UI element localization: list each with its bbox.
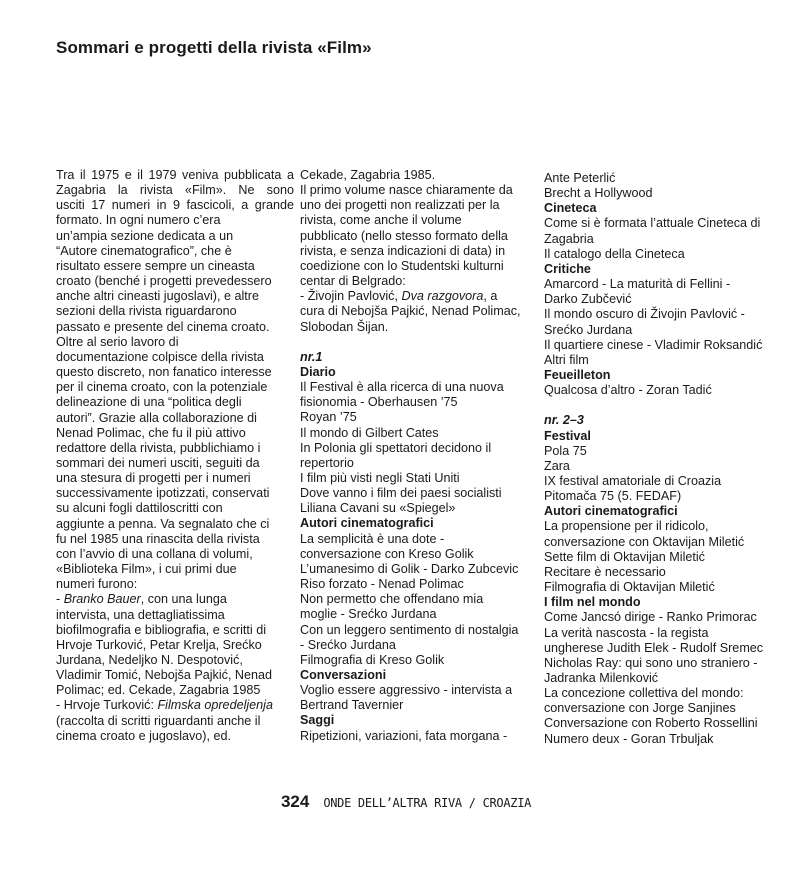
text-segment: Ante Peterlić	[544, 171, 616, 185]
text-line	[300, 213, 538, 228]
text-line	[56, 380, 294, 395]
text-line	[300, 547, 538, 562]
text-line	[56, 304, 294, 319]
text-line	[544, 671, 782, 686]
issue-number	[300, 350, 538, 365]
running-head: ONDE DELL’ALTRA RIVA / CROAZIA	[323, 796, 532, 810]
text-segment: Come Jancsó dirige - Ranko Primorac	[544, 610, 757, 625]
section-heading	[544, 504, 782, 519]
issue-number	[544, 413, 782, 428]
text-segment: I film più visti negli Stati Uniti	[300, 470, 460, 485]
text-segment: Conversazione con Roberto Rossellini	[544, 716, 758, 731]
text-segment: Hrvoje Turković, Petar Krelja, Srećko	[56, 637, 262, 652]
section-heading	[300, 668, 538, 683]
text-segment: Autori cinematografici	[300, 516, 434, 531]
text-line	[300, 198, 538, 213]
section-heading	[544, 201, 782, 216]
text-line	[56, 198, 294, 213]
text-line	[300, 320, 538, 335]
text-line	[544, 641, 782, 656]
text-line	[544, 247, 782, 262]
text-segment: autori”. Grazie alla collaborazione di	[56, 410, 257, 425]
text-segment: delineazione di una “politica degli	[56, 395, 242, 410]
text-segment: pubblicato (nello stesso formato della	[300, 228, 508, 243]
text-segment: coedizione con lo Studentski kulturni	[300, 258, 504, 273]
text-segment: cinema croato e jugoslavo), ed.	[56, 728, 232, 743]
text-segment: La propensione per il ridicolo,	[544, 519, 709, 534]
text-segment: Il primo volume nasce chiaramente da	[300, 183, 513, 198]
section-heading	[300, 713, 538, 728]
text-segment: formato. In ogni numero c’era	[56, 213, 221, 228]
text-line	[300, 426, 538, 441]
text-segment: Brecht a Hollywood	[544, 186, 653, 201]
text-line	[56, 562, 294, 577]
text-segment: La verità nascosta - la regista	[544, 625, 709, 640]
text-segment: Filmografia di Oktavijan Miletić	[544, 580, 715, 595]
text-line	[56, 350, 294, 365]
text-line	[56, 638, 294, 653]
text-segment: fu nel 1985 una rinascita della rivista	[56, 531, 260, 546]
text-line	[544, 626, 782, 641]
text-line	[300, 592, 538, 607]
text-line	[300, 623, 538, 638]
text-segment: Darko Zubčević	[544, 292, 632, 307]
text-segment: , con una lunga	[140, 592, 227, 607]
text-line	[300, 532, 538, 547]
section-heading	[544, 368, 782, 383]
text-segment: (raccolta di scritti riguardanti anche il	[56, 713, 261, 728]
text-line	[544, 459, 782, 474]
text-line	[56, 471, 294, 486]
text-segment: Slobodan Šijan.	[300, 319, 389, 334]
text-line	[300, 456, 538, 471]
text-segment: Critiche	[544, 261, 591, 276]
text-segment: Diario	[300, 364, 336, 379]
text-segment: ungherese Judith Elek - Rudolf Sremec	[544, 640, 764, 655]
text-segment: Bertrand Tavernier	[300, 698, 404, 713]
page-title: Sommari e progetti della rivista «Film»	[56, 38, 372, 57]
text-segment: Ripetizioni, variazioni, fata morgana -	[300, 728, 508, 743]
text-line	[56, 683, 294, 698]
text-line	[300, 471, 538, 486]
text-line	[56, 608, 294, 623]
text-line	[300, 244, 538, 259]
text-line	[300, 441, 538, 456]
text-segment: nr.1	[300, 349, 323, 364]
text-line	[56, 653, 294, 668]
text-segment: - Srećko Jurdana	[300, 637, 396, 652]
text-line	[56, 320, 294, 335]
text-line	[300, 729, 538, 744]
text-line	[56, 335, 294, 350]
text-segment: nr. 2–3	[544, 413, 584, 428]
text-line	[56, 426, 294, 441]
text-segment: Dove vanno i film dei paesi socialisti	[300, 486, 502, 501]
text-segment: questo discreto, non fanatico interesse	[56, 365, 272, 380]
text-segment: con l’avvio di una collana di volumi,	[56, 546, 253, 561]
italic-title: Filmska opredeljenja	[157, 698, 273, 713]
text-line	[544, 535, 782, 550]
text-segment: Srećko Jurdana	[544, 322, 633, 337]
text-segment: Non permetto che offendano mia	[300, 592, 484, 607]
text-segment: Il mondo oscuro di Živojin Pavlović -	[544, 307, 745, 322]
text-segment: Come si è formata l’attuale Cineteca di	[544, 216, 761, 231]
text-segment: -	[56, 592, 64, 607]
text-column-issue-2-3	[544, 171, 782, 747]
text-segment: Numero deux - Goran Trbuljak	[544, 731, 714, 746]
text-segment: Con un leggero sentimento di nostalgia	[300, 622, 519, 637]
text-line	[300, 183, 538, 198]
text-segment: croato (benché i progetti prevedessero	[56, 274, 272, 289]
text-line	[56, 456, 294, 471]
text-segment: Altri film	[544, 352, 589, 367]
text-segment: Il mondo di Gilbert Cates	[300, 425, 439, 440]
text-line	[300, 274, 538, 289]
text-segment: La semplicità è una dote -	[300, 531, 445, 546]
text-line	[544, 732, 782, 747]
page-number: 324	[280, 792, 310, 811]
text-segment: risultato essere sempre un cineasta	[56, 258, 255, 273]
text-segment: Autori cinematografici	[544, 504, 678, 519]
text-line	[300, 638, 538, 653]
text-line	[544, 216, 782, 231]
text-segment: cura di Nebojša Pajkić, Nenad Polimac,	[300, 304, 521, 319]
text-segment: Pitomača 75 (5. FEDAF)	[544, 489, 682, 504]
text-line	[56, 623, 294, 638]
text-segment: passato e presente del cinema croato.	[56, 319, 270, 334]
text-line	[544, 186, 782, 201]
text-segment: sezioni della rivista riguardarono	[56, 304, 237, 319]
text-segment: Vladimir Tomić, Nebojša Pajkić, Nenad	[56, 668, 273, 683]
text-segment: documentazione colpisce della rivista	[56, 349, 264, 364]
text-segment: su alcuni fogli dattiloscritti con	[56, 501, 223, 516]
text-segment: Conversazioni	[300, 668, 387, 682]
text-line	[300, 577, 538, 592]
text-line	[56, 592, 294, 607]
text-line	[544, 292, 782, 307]
text-line	[56, 395, 294, 410]
text-line	[56, 501, 294, 516]
section-heading	[544, 429, 782, 444]
text-segment: “Autore cinematografico”, che è	[56, 243, 232, 258]
text-line	[544, 277, 782, 292]
text-column-issue-1	[300, 168, 538, 744]
text-segment: Sette film di Oktavijan Miletić	[544, 549, 705, 564]
text-segment: Jadranka Milenković	[544, 671, 659, 685]
italic-title: Branko Bauer	[63, 592, 141, 607]
text-segment: un’ampia sezione dedicata a un	[56, 228, 234, 243]
text-line	[544, 474, 782, 489]
text-segment: una stesura di progetti per i numeri	[56, 471, 251, 486]
text-segment: Amarcord - La maturità di Fellini -	[544, 277, 731, 292]
text-line	[56, 441, 294, 456]
text-line	[300, 289, 538, 304]
text-line	[544, 171, 782, 186]
text-segment: biofilmografia e bibliografia, e scritti di	[56, 622, 266, 637]
text-segment: Zara	[544, 458, 570, 473]
text-line	[544, 383, 782, 398]
text-segment: «Biblioteka Film», i cui primi due	[56, 562, 237, 577]
text-line	[56, 668, 294, 683]
text-segment: Jurdana, Nedeljko N. Despotović,	[56, 653, 243, 667]
text-line	[544, 610, 782, 625]
text-line	[56, 411, 294, 426]
text-segment: aggiunte a penna. Va segnalato che ci	[56, 516, 270, 531]
text-line	[544, 323, 782, 338]
text-line	[544, 580, 782, 595]
text-line	[544, 338, 782, 353]
text-line	[544, 444, 782, 459]
text-line	[56, 532, 294, 547]
text-segment: Filmografia di Kreso Golik	[300, 652, 445, 667]
text-line	[56, 168, 294, 183]
text-line	[56, 213, 294, 228]
text-line	[300, 501, 538, 516]
text-segment: sommari dei numeri usciti, seguiti da	[56, 455, 260, 470]
text-segment: centar di Belgrado:	[300, 274, 406, 289]
text-line	[56, 577, 294, 592]
text-line	[56, 547, 294, 562]
text-segment: La concezione collettiva del mondo:	[544, 686, 744, 701]
text-segment: conversazione con Kreso Golik	[300, 546, 474, 561]
text-line	[56, 274, 294, 289]
text-line	[544, 565, 782, 580]
text-line	[300, 607, 538, 622]
text-line	[300, 168, 538, 183]
text-line	[544, 686, 782, 701]
text-segment: rivista, come anche il volume	[300, 213, 462, 228]
text-segment: Cekade, Zagabria 1985.	[300, 168, 436, 182]
text-segment: Nenad Polimac, che fu il più attivo	[56, 425, 246, 440]
section-heading	[544, 262, 782, 277]
text-line	[300, 683, 538, 698]
text-segment: conversazione con Oktavijan Miletić	[544, 534, 745, 549]
section-heading	[300, 516, 538, 531]
text-segment: uno dei progetti non realizzati per la	[300, 198, 500, 213]
text-line	[544, 307, 782, 322]
text-line	[544, 489, 782, 504]
text-line	[300, 259, 538, 274]
text-segment: fisionomia - Oberhausen ’75	[300, 395, 458, 410]
text-line	[544, 716, 782, 731]
text-segment: Riso forzato - Nenad Polimac	[300, 577, 464, 592]
text-segment: Qualcosa d’altro - Zoran Tadić	[544, 383, 712, 398]
text-line	[56, 183, 294, 198]
text-line	[56, 729, 294, 744]
text-segment: successivamente ipotizzati, conservati	[56, 486, 270, 501]
text-segment: rivista, e senza indicazioni di data) in	[300, 243, 506, 258]
text-line	[56, 365, 294, 380]
text-segment: moglie - Srećko Jurdana	[300, 607, 437, 622]
text-segment: Cineteca	[544, 201, 597, 216]
text-line	[300, 229, 538, 244]
text-line	[544, 353, 782, 368]
text-segment: Il catalogo della Cineteca	[544, 246, 685, 261]
text-segment: redattore della rivista, pubblichiamo i	[56, 440, 261, 455]
text-segment: Oltre al serio lavoro di	[56, 334, 179, 349]
text-segment: Il Festival è alla ricerca di una nuova	[300, 380, 504, 395]
text-segment: intervista, una dettagliatissima	[56, 607, 225, 622]
text-line	[544, 701, 782, 716]
text-segment: Festival	[544, 428, 591, 443]
text-segment: Recitare è necessario	[544, 564, 666, 579]
text-segment: - Hrvoje Turković:	[56, 698, 158, 713]
text-line	[300, 653, 538, 668]
text-segment: In Polonia gli spettatori decidono il	[300, 440, 492, 455]
text-line	[544, 232, 782, 247]
text-line	[300, 395, 538, 410]
text-segment: - Živojin Pavlović,	[300, 289, 402, 304]
text-segment: IX festival amatoriale di Croazia	[544, 473, 722, 488]
text-line	[300, 698, 538, 713]
text-segment: Polimac; ed. Cekade, Zagabria 1985	[56, 683, 261, 698]
text-line	[56, 517, 294, 532]
text-segment: Liliana Cavani su «Spiegel»	[300, 501, 456, 516]
text-segment: Feueilleton	[544, 368, 611, 383]
text-segment: per il cinema croato, con la potenziale	[56, 380, 268, 395]
text-line	[300, 304, 538, 319]
italic-title: Dva razgovora	[401, 289, 484, 304]
text-line	[544, 550, 782, 565]
text-segment: conversazione con Jorge Sanjines	[544, 701, 736, 716]
text-line	[300, 486, 538, 501]
text-segment: Nicholas Ray: qui sono uno straniero -	[544, 655, 758, 670]
text-column-intro	[56, 168, 294, 744]
text-segment: Pola 75	[544, 443, 587, 458]
text-segment: anche altri cineasti jugoslavi), e altre	[56, 289, 260, 304]
text-segment: I film nel mondo	[544, 595, 641, 610]
section-heading	[300, 365, 538, 380]
text-line	[56, 486, 294, 501]
text-line	[300, 562, 538, 577]
text-segment: numeri furono:	[56, 577, 138, 592]
section-heading	[544, 595, 782, 610]
text-segment: , a	[483, 289, 498, 304]
text-segment: Tra il 1975 e il 1979 veniva pubblicata a	[56, 168, 294, 182]
text-line	[544, 519, 782, 534]
text-line	[544, 656, 782, 671]
text-line	[56, 244, 294, 259]
text-segment: Il quartiere cinese - Vladimir Roksandić	[544, 337, 763, 352]
text-line	[300, 410, 538, 425]
text-segment: L’umanesimo di Golik - Darko Zubcevic	[300, 561, 519, 576]
text-line	[56, 714, 294, 729]
text-segment: Zagabria	[544, 231, 594, 246]
text-segment: usciti 17 numeri in 9 fascicoli, a grande	[56, 198, 294, 213]
text-segment: repertorio	[300, 455, 354, 470]
text-line	[300, 380, 538, 395]
text-line	[56, 229, 294, 244]
text-line	[56, 289, 294, 304]
text-segment: Royan ’75	[300, 410, 357, 425]
text-segment: Zagabria la rivista «Film». Ne sono	[56, 183, 294, 198]
text-segment: Saggi	[300, 713, 335, 728]
text-segment: Voglio essere aggressivo - intervista a	[300, 683, 513, 698]
text-line	[56, 698, 294, 713]
paragraph-gap	[300, 335, 538, 350]
text-line	[56, 259, 294, 274]
paragraph-gap	[544, 398, 782, 413]
page-footer	[0, 792, 812, 812]
